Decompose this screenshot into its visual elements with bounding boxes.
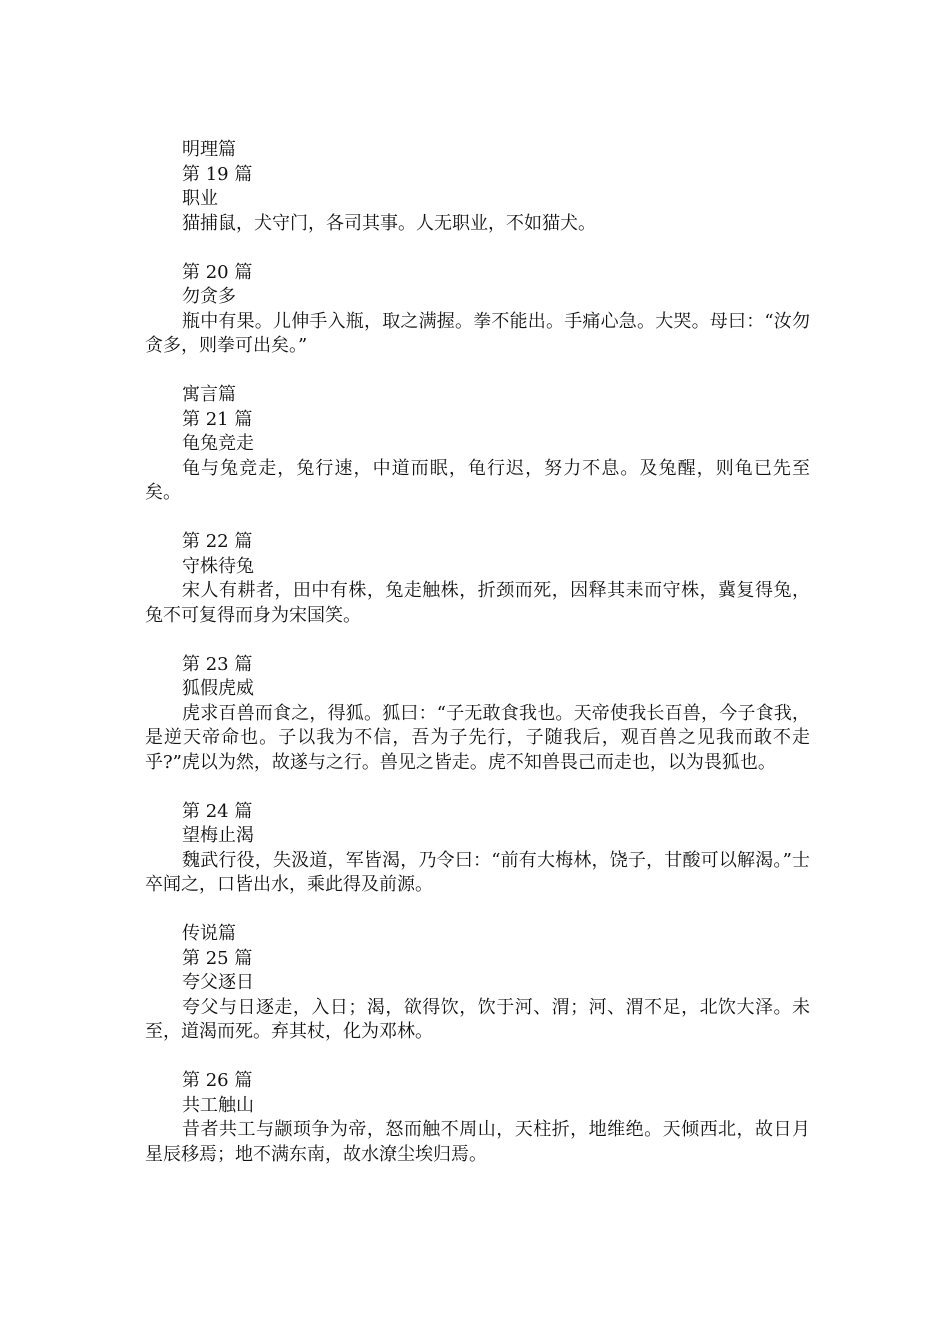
heading-line: 勿贪多	[182, 286, 236, 307]
paragraph-spacer	[145, 1045, 810, 1070]
body-paragraph: 虎求百兽而食之，得狐。狐曰：“子无敢食我也。天帝使我长百兽，今子食我，是逆天帝命也。子以我为不信，吾为子先行，子随我后，观百兽之见我而敢不走乎?”虎以为然，故遂与之行。兽见之皆走。虎不知兽畏己而走也，以为畏狐也。	[145, 702, 810, 773]
heading-line: 第 23 篇	[182, 653, 253, 675]
body-paragraph: 夸父与日逐走，入日；渴，欲得饮，饮于河、渭；河、渭不足，北饮大泽。未至，道渴而死。弃其杖，化为邓林。	[145, 996, 810, 1042]
heading-line: 共工触山	[182, 1094, 254, 1116]
paragraph-spacer	[145, 359, 810, 384]
paragraph-spacer	[145, 506, 810, 531]
paragraph-spacer	[145, 775, 810, 800]
heading-line: 狐假虎威	[182, 678, 254, 699]
heading-line: 职业	[182, 188, 218, 209]
heading-line: 望梅止渴	[182, 825, 254, 846]
heading-line: 第 19 篇	[182, 163, 253, 185]
heading-line: 第 21 篇	[182, 408, 253, 430]
heading-line: 第 26 篇	[182, 1070, 253, 1091]
document-body	[145, 138, 810, 1167]
heading-line: 夸父逐日	[182, 972, 254, 993]
body-paragraph: 猫捕鼠，犬守门，各司其事。人无职业，不如猫犬。	[182, 212, 596, 234]
body-paragraph: 昔者共工与颛顼争为帝，怒而触不周山，天柱折，地维绝。天倾西北，故日月星辰移焉；地不满东南，故水潦尘埃归焉。	[145, 1119, 810, 1165]
paragraph-spacer	[145, 628, 810, 653]
paragraph-spacer	[145, 898, 810, 923]
heading-line: 第 24 篇	[182, 800, 253, 822]
heading-line: 传说篇	[182, 923, 236, 944]
body-paragraph: 宋人有耕者，田中有株，兔走触株，折颈而死，因释其耒而守株，冀复得兔，兔不可复得而身为宋国笑。	[145, 580, 810, 626]
paragraph-spacer	[145, 236, 810, 261]
body-paragraph: 龟与兔竞走，兔行速，中道而眠，龟行迟，努力不息。及兔醒，则龟已先至矣。	[145, 457, 810, 503]
body-paragraph: 瓶中有果。儿伸手入瓶，取之满握。拳不能出。手痛心急。大哭。母曰：“汝勿贪多，则拳可出矣。”	[145, 310, 810, 356]
heading-line: 寓言篇	[182, 384, 236, 405]
heading-line: 第 20 篇	[182, 261, 253, 283]
heading-line: 龟兔竞走	[182, 433, 254, 454]
body-paragraph: 魏武行役，失汲道，军皆渴，乃令曰：“前有大梅林，饶子，甘酸可以解渴。”士卒闻之，口皆出水，乘此得及前源。	[145, 849, 810, 895]
heading-line: 明理篇	[182, 139, 236, 160]
heading-line: 守株待兔	[182, 555, 254, 577]
heading-line: 第 25 篇	[182, 947, 253, 969]
heading-line: 第 22 篇	[182, 531, 253, 552]
